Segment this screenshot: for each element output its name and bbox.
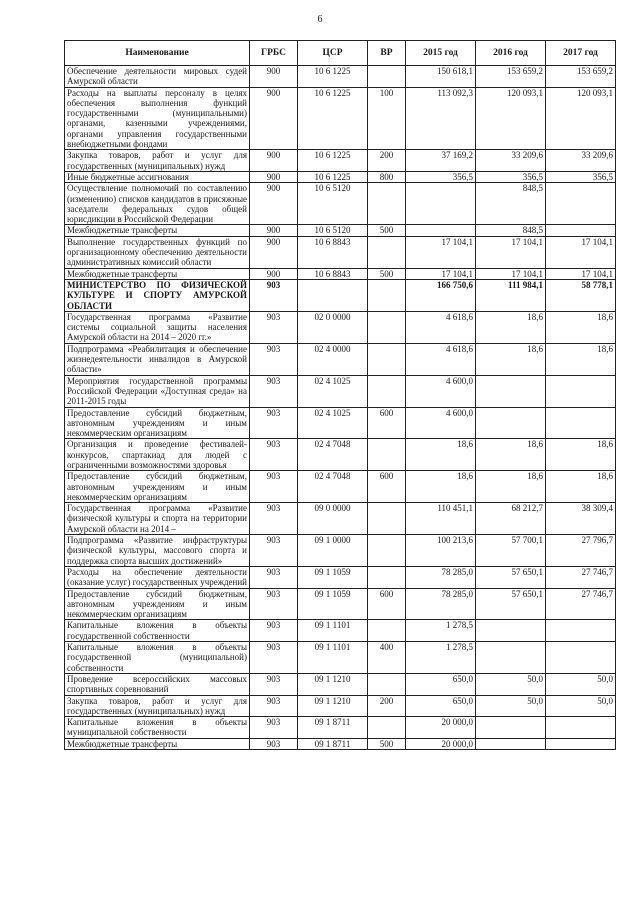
cell-vr: 800 (368, 171, 406, 182)
cell-2017 (546, 225, 616, 236)
budget-table (64, 40, 616, 750)
cell-2015: 17 104,1 (406, 236, 476, 268)
cell-2016: 50,0 (476, 673, 546, 695)
cell-2017: 17 104,1 (546, 236, 616, 268)
cell-2015: 110 451,1 (406, 503, 476, 535)
cell-2015: 4 618,6 (406, 311, 476, 343)
cell-2016: 111 984,1 (476, 279, 546, 311)
cell-2017 (546, 642, 616, 674)
cell-csr: 10 6 1225 (298, 66, 368, 88)
cell-name: Межбюджетные трансферты (65, 225, 250, 236)
cell-vr (368, 620, 406, 642)
col-header-grbs: ГРБС (250, 41, 298, 66)
cell-name: МИНИСТЕРСТВО ПО ФИЗИЧЕСКОЙ КУЛЬТУРЕ И СПОРТУ АМУРСКОЙ ОБЛАСТИ (65, 279, 250, 311)
cell-vr (368, 566, 406, 588)
cell-name: Закупка товаров, работ и услуг для государственных (муниципальных) нужд (65, 695, 250, 717)
cell-2016: 18,6 (476, 311, 546, 343)
cell-vr (368, 279, 406, 311)
cell-2016: 848,5 (476, 225, 546, 236)
cell-vr (368, 503, 406, 535)
page-number: 6 (317, 14, 323, 25)
cell-name: Иные бюджетные ассигнования (65, 171, 250, 182)
table-row (65, 343, 616, 375)
cell-name: Расходы на обеспечение деятельности (оказание услуг) государственных учреждений (65, 566, 250, 588)
cell-vr (368, 236, 406, 268)
cell-2015: 4 600,0 (406, 407, 476, 439)
cell-csr: 02 4 1025 (298, 375, 368, 407)
table-row (65, 620, 616, 642)
cell-2015: 78 285,0 (406, 566, 476, 588)
table-row (65, 695, 616, 717)
cell-2015: 18,6 (406, 471, 476, 503)
cell-grbs: 903 (250, 279, 298, 311)
cell-2015: 18,6 (406, 439, 476, 471)
table-row (65, 535, 616, 567)
cell-name: Осуществление полномочий по составлению (изменению) списков кандидатов в присяжные заседатели федеральных судов общей юрисдикции в Российской Федерации (65, 183, 250, 225)
cell-name: Выполнение государственных функций по организационному обеспечению деятельности административных комиссий области (65, 236, 250, 268)
cell-2015: 650,0 (406, 695, 476, 717)
cell-csr: 10 6 1225 (298, 171, 368, 182)
cell-2016: 848,5 (476, 183, 546, 225)
cell-2017: 18,6 (546, 343, 616, 375)
cell-grbs: 900 (250, 66, 298, 88)
cell-2017: 27 796,7 (546, 535, 616, 567)
cell-2016 (476, 407, 546, 439)
cell-2015 (406, 225, 476, 236)
cell-grbs: 900 (250, 171, 298, 182)
cell-2017 (546, 183, 616, 225)
cell-2017 (546, 375, 616, 407)
cell-2016: 68 212,7 (476, 503, 546, 535)
cell-2015: 166 750,6 (406, 279, 476, 311)
cell-2016 (476, 375, 546, 407)
cell-2017: 27 746,7 (546, 566, 616, 588)
cell-csr: 10 6 5120 (298, 183, 368, 225)
cell-vr: 500 (368, 268, 406, 279)
cell-vr: 400 (368, 642, 406, 674)
cell-csr: 09 1 8711 (298, 717, 368, 739)
cell-name: Обеспечение деятельности мировых судей Амурской области (65, 66, 250, 88)
cell-name: Капитальные вложения в объекты государственной (муниципальной) собственности (65, 642, 250, 674)
cell-grbs: 900 (250, 225, 298, 236)
cell-2015: 20 000,0 (406, 738, 476, 749)
table-row (65, 225, 616, 236)
cell-grbs: 900 (250, 150, 298, 172)
cell-2016: 18,6 (476, 439, 546, 471)
table-row (65, 439, 616, 471)
cell-2017: 356,5 (546, 171, 616, 182)
cell-csr: 09 0 0000 (298, 503, 368, 535)
cell-2015: 4 600,0 (406, 375, 476, 407)
cell-2016 (476, 620, 546, 642)
table-row (65, 268, 616, 279)
col-header-name: Наименование (65, 41, 250, 66)
cell-2017: 58 778,1 (546, 279, 616, 311)
table-row (65, 66, 616, 88)
cell-2015: 17 104,1 (406, 268, 476, 279)
table-row (65, 738, 616, 749)
cell-name: Капитальные вложения в объекты государственной собственности (65, 620, 250, 642)
cell-csr: 10 6 1225 (298, 150, 368, 172)
cell-name: Подпрограмма «Развитие инфраструктуры физической культуры, массового спорта и поддержка спорта высших достижений» (65, 535, 250, 567)
cell-name: Мероприятия государственной программы Российской Федерации «Доступная среда» на 2011-2015 годы (65, 375, 250, 407)
cell-vr (368, 673, 406, 695)
cell-2017: 50,0 (546, 673, 616, 695)
cell-2017: 27 746,7 (546, 588, 616, 620)
cell-csr: 10 6 8843 (298, 268, 368, 279)
cell-vr (368, 439, 406, 471)
cell-name: Государственная программа «Развитие системы социальной защиты населения Амурской области на 2014 – 2020 гг.» (65, 311, 250, 343)
table-header-row (65, 41, 616, 66)
table-row (65, 311, 616, 343)
cell-csr (298, 279, 368, 311)
table-row (65, 717, 616, 739)
cell-csr: 09 1 0000 (298, 535, 368, 567)
table-row (65, 642, 616, 674)
cell-2017: 18,6 (546, 471, 616, 503)
cell-2017: 153 659,2 (546, 66, 616, 88)
cell-2017: 18,6 (546, 439, 616, 471)
cell-vr: 500 (368, 225, 406, 236)
cell-2015: 1 278,5 (406, 620, 476, 642)
cell-2016: 153 659,2 (476, 66, 546, 88)
cell-2017 (546, 717, 616, 739)
table-row (65, 471, 616, 503)
cell-vr (368, 375, 406, 407)
cell-vr (368, 717, 406, 739)
cell-2017: 33 209,6 (546, 150, 616, 172)
cell-vr (368, 311, 406, 343)
cell-name: Межбюджетные трансферты (65, 268, 250, 279)
cell-2015: 150 618,1 (406, 66, 476, 88)
cell-csr: 09 1 8711 (298, 738, 368, 749)
cell-2017: 17 104,1 (546, 268, 616, 279)
cell-grbs: 903 (250, 311, 298, 343)
cell-vr (368, 183, 406, 225)
cell-2015: 78 285,0 (406, 588, 476, 620)
cell-csr: 10 6 8843 (298, 236, 368, 268)
cell-name: Межбюджетные трансферты (65, 738, 250, 749)
col-header-2015: 2015 год (406, 41, 476, 66)
cell-2016: 17 104,1 (476, 236, 546, 268)
cell-grbs: 900 (250, 268, 298, 279)
cell-2015: 37 169,2 (406, 150, 476, 172)
cell-2015 (406, 183, 476, 225)
table-row (65, 566, 616, 588)
cell-2016: 57 700,1 (476, 535, 546, 567)
cell-2017 (546, 738, 616, 749)
cell-2016: 33 209,6 (476, 150, 546, 172)
table-row (65, 279, 616, 311)
cell-2016: 17 104,1 (476, 268, 546, 279)
cell-csr: 02 4 7048 (298, 439, 368, 471)
table-row (65, 407, 616, 439)
cell-grbs: 903 (250, 673, 298, 695)
cell-2015: 20 000,0 (406, 717, 476, 739)
cell-2016: 120 093,1 (476, 87, 546, 150)
cell-grbs: 903 (250, 738, 298, 749)
cell-grbs: 903 (250, 535, 298, 567)
cell-vr: 600 (368, 471, 406, 503)
cell-csr: 02 4 1025 (298, 407, 368, 439)
cell-grbs: 900 (250, 87, 298, 150)
cell-grbs: 903 (250, 375, 298, 407)
cell-vr: 600 (368, 588, 406, 620)
cell-grbs: 903 (250, 471, 298, 503)
cell-csr: 02 0 0000 (298, 311, 368, 343)
cell-2016: 57 650,1 (476, 588, 546, 620)
cell-2016 (476, 717, 546, 739)
table-row (65, 87, 616, 150)
cell-csr: 09 1 1059 (298, 566, 368, 588)
col-header-csr: ЦСР (298, 41, 368, 66)
cell-2016 (476, 642, 546, 674)
table-row (65, 588, 616, 620)
cell-2015: 1 278,5 (406, 642, 476, 674)
cell-vr: 200 (368, 150, 406, 172)
table-row (65, 673, 616, 695)
col-header-2016: 2016 год (476, 41, 546, 66)
cell-grbs: 903 (250, 588, 298, 620)
table-row (65, 150, 616, 172)
cell-grbs: 903 (250, 620, 298, 642)
cell-2015: 356,5 (406, 171, 476, 182)
table-body (65, 66, 616, 750)
cell-grbs: 903 (250, 343, 298, 375)
cell-2017: 38 309,4 (546, 503, 616, 535)
cell-2016: 18,6 (476, 343, 546, 375)
table-row (65, 171, 616, 182)
cell-name: Капитальные вложения в объекты муниципальной собственности (65, 717, 250, 739)
cell-grbs: 903 (250, 717, 298, 739)
cell-2015: 100 213,6 (406, 535, 476, 567)
cell-csr: 10 6 1225 (298, 87, 368, 150)
col-header-2017: 2017 год (546, 41, 616, 66)
cell-2017 (546, 620, 616, 642)
cell-name: Подпрограмма «Реабилитация и обеспечение жизнедеятельности инвалидов в Амурской области» (65, 343, 250, 375)
cell-2016: 18,6 (476, 471, 546, 503)
cell-vr: 600 (368, 407, 406, 439)
cell-2016: 50,0 (476, 695, 546, 717)
cell-csr: 09 1 1101 (298, 642, 368, 674)
cell-name: Расходы на выплаты персоналу в целях обеспечения выполнения функций государственными (муниципальными) органами, казенными учреждениями, органами управления государственными внебюджетными фондами (65, 87, 250, 150)
cell-grbs: 903 (250, 566, 298, 588)
cell-csr: 09 1 1210 (298, 695, 368, 717)
cell-csr: 09 1 1101 (298, 620, 368, 642)
cell-2017: 120 093,1 (546, 87, 616, 150)
cell-2015: 650,0 (406, 673, 476, 695)
table-row (65, 375, 616, 407)
cell-csr: 02 4 0000 (298, 343, 368, 375)
cell-grbs: 903 (250, 439, 298, 471)
cell-vr (368, 343, 406, 375)
cell-name: Проведение всероссийских массовых спортивных соревнований (65, 673, 250, 695)
col-header-vr: ВР (368, 41, 406, 66)
cell-2017: 50,0 (546, 695, 616, 717)
cell-name: Закупка товаров, работ и услуг для государственных (муниципальных) нужд (65, 150, 250, 172)
cell-vr: 500 (368, 738, 406, 749)
cell-vr (368, 66, 406, 88)
cell-csr: 09 1 1059 (298, 588, 368, 620)
cell-csr: 02 4 7048 (298, 471, 368, 503)
cell-csr: 09 1 1210 (298, 673, 368, 695)
cell-vr (368, 535, 406, 567)
cell-grbs: 900 (250, 183, 298, 225)
cell-grbs: 903 (250, 695, 298, 717)
cell-2015: 4 618,6 (406, 343, 476, 375)
cell-grbs: 900 (250, 236, 298, 268)
table-row (65, 503, 616, 535)
cell-vr: 100 (368, 87, 406, 150)
cell-2016: 57 650,1 (476, 566, 546, 588)
cell-grbs: 903 (250, 407, 298, 439)
cell-2017: 18,6 (546, 311, 616, 343)
table-row (65, 236, 616, 268)
cell-name: Предоставление субсидий бюджетным, автономным учреждениям и иным некоммерческим организациям (65, 407, 250, 439)
table-row (65, 183, 616, 225)
cell-2016: 356,5 (476, 171, 546, 182)
cell-2017 (546, 407, 616, 439)
cell-grbs: 903 (250, 642, 298, 674)
cell-grbs: 903 (250, 503, 298, 535)
cell-2015: 113 092,3 (406, 87, 476, 150)
cell-name: Предоставление субсидий бюджетным, автономным учреждениям и иным некоммерческим организациям (65, 471, 250, 503)
cell-vr: 200 (368, 695, 406, 717)
cell-name: Государственная программа «Развитие физической культуры и спорта на территории Амурской области на 2014 – (65, 503, 250, 535)
cell-name: Предоставление субсидий бюджетным, автономным учреждениям и иным некоммерческим организациям (65, 588, 250, 620)
cell-2016 (476, 738, 546, 749)
cell-name: Организация и проведение фестивалей-конкурсов, спартакиад для людей с ограниченными возможностями здоровья (65, 439, 250, 471)
cell-csr: 10 6 5120 (298, 225, 368, 236)
